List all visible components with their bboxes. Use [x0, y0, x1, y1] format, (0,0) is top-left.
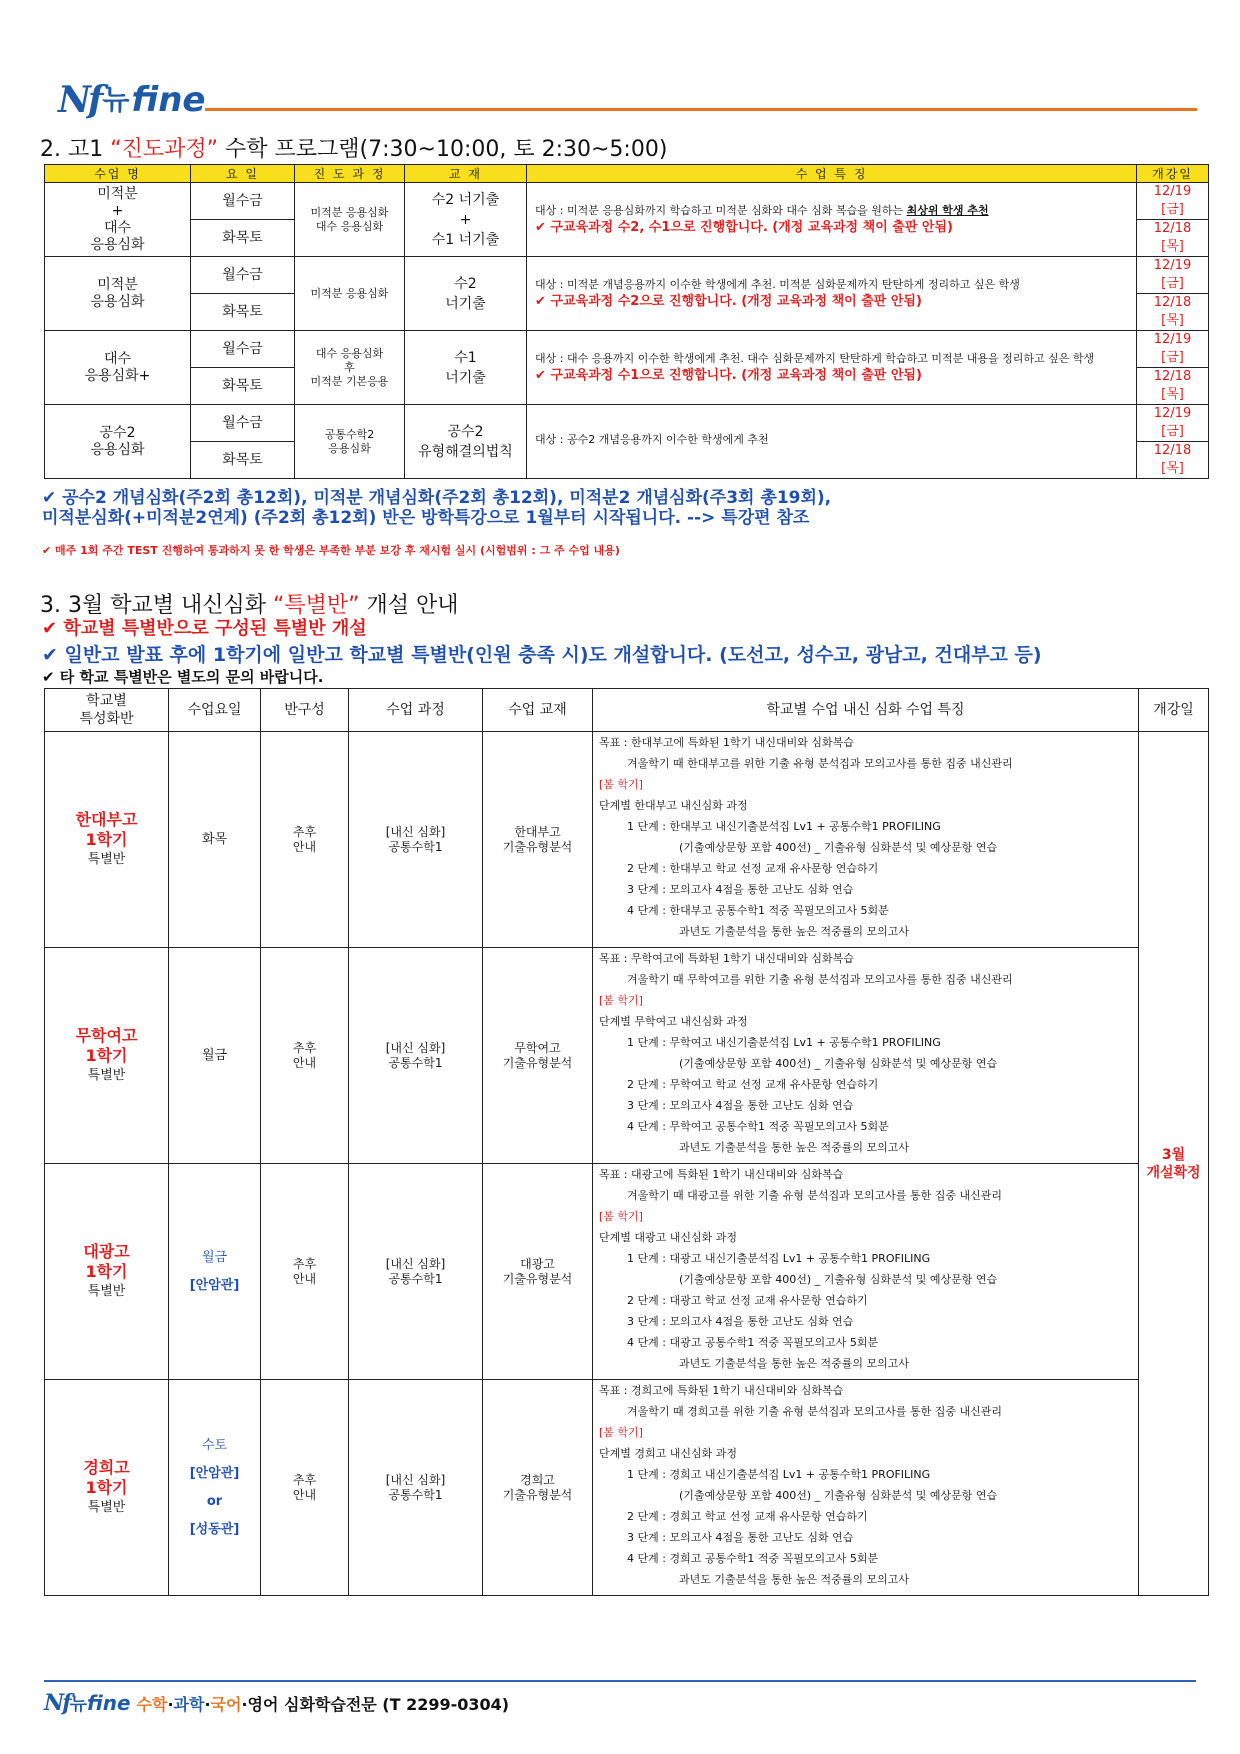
school-col-header: 반구성: [261, 689, 349, 732]
feature-line: 2 단계 : 무학여고 학교 선정 교재 유사문항 연습하기: [627, 1078, 879, 1091]
program-book: 수2 너기출: [405, 257, 527, 331]
feature-line: 겨울학기 때 한대부고를 위한 기출 유형 분석집과 모의고사를 통한 집중 내신관리: [627, 757, 1013, 770]
feature-line: 3 단계 : 모의고사 4점을 통한 고난도 심화 연습: [627, 883, 854, 896]
program-warning: ✔ 구교육과정 수2으로 진행합니다. (개정 교육과정 책이 출판 안됨): [535, 294, 922, 309]
program-target-highlight: 최상위 학생 추천: [906, 204, 989, 217]
feature-line: 과년도 기출분석을 통한 높은 적중률의 모의고사: [679, 925, 910, 938]
footer: [44, 1690, 509, 1716]
program-day-mwf: 월수금: [191, 331, 295, 368]
program-target: 대상 : 공수2 개념응용까지 이수한 학생에게 추천: [535, 433, 769, 446]
program-row: [45, 405, 1209, 442]
feature-line: 단계별 경희고 내신심화 과정: [599, 1447, 738, 1460]
feature-line: 1 단계 : 대광고 내신기출분석집 Lv1 + 공통수학1 PROFILING: [627, 1252, 931, 1265]
feature-line: 겨울학기 때 무학여고를 위한 기출 유형 분석집과 모의고사를 통한 집중 내신관리: [627, 973, 1013, 986]
program-course: 미적분 응용심화 대수 응용심화: [295, 183, 405, 257]
program-target: 대상 : 대수 응용까지 이수한 학생에게 추천. 대수 심화문제까지 탄탄하게 학습하고 미적분 내용을 정리하고 싶은 학생: [535, 352, 1095, 365]
footer-subject-science: 과학: [173, 1694, 205, 1714]
school-name-sub: 특별반: [87, 1067, 126, 1083]
program-description: [527, 331, 1137, 405]
school-name-title: 무학여고 1학기: [75, 1025, 138, 1065]
school-open-date: 3월 개설확정: [1139, 732, 1209, 1596]
feature-line: (기출예상문항 포함 400선) _ 기출유형 심화분석 및 예상문항 연습: [679, 1057, 998, 1070]
program-day-tts: 화목토: [191, 220, 295, 257]
feature-line: 목표 : 경희고에 특화된 1학기 내신대비와 심화복습: [599, 1384, 844, 1397]
program-name: 미적분 응용심화: [45, 257, 191, 331]
note-line-1: ✔ 공수2 개념심화(주2회 총12회), 미적분 개념심화(주2회 총12회), 미적분2 개념심화(주3회 총19회),: [42, 488, 832, 508]
feature-line: (기출예상문항 포함 400선) _ 기출유형 심화분석 및 예상문항 연습: [679, 1489, 998, 1502]
feature-line: 2 단계 : 대광고 학교 선정 교재 유사문항 연습하기: [627, 1294, 868, 1307]
program-warning: ✔ 구교육과정 수1으로 진행합니다. (개정 교육과정 책이 출판 안됨): [535, 368, 922, 383]
school-class-composition: 추후 안내: [261, 1164, 349, 1380]
note-line-2: 미적분심화(+미적분2연계) (주2회 총12회) 반은 방학특강으로 1월부터 시작됩니다. --> 특강편 참조: [42, 508, 810, 528]
feature-line: 1 단계 : 무학여고 내신기출분석집 Lv1 + 공통수학1 PROFILING: [627, 1036, 941, 1049]
bullet-other-school: ✔ 타 학교 특별반은 별도의 문의 바랍니다.: [42, 668, 324, 686]
school-name-sub: 특별반: [87, 1499, 126, 1515]
feature-line: 단계별 무학여고 내신심화 과정: [599, 1015, 748, 1028]
feature-line: 단계별 한대부고 내신심화 과정: [599, 799, 748, 812]
feature-line: 2 단계 : 경희고 학교 선정 교재 유사문항 연습하기: [627, 1510, 868, 1523]
feature-line: [봄 학기]: [599, 778, 643, 791]
feature-line: 4 단계 : 대광고 공통수학1 적중 꼭필모의고사 5회분: [627, 1336, 879, 1349]
program-table: [44, 164, 1209, 479]
school-col-header: 학교별 수업 내신 심화 수업 특징: [593, 689, 1139, 732]
school-features: [593, 1164, 1139, 1380]
col-header-name: 수업 명: [45, 165, 191, 183]
program-course: 미적분 응용심화: [295, 257, 405, 331]
school-name: [45, 948, 169, 1164]
program-warning: ✔ 구교육과정 수2, 수1으로 진행합니다. (개정 교육과정 책이 출판 안됨): [535, 220, 953, 235]
school-book: 한대부고 기출유형분석: [483, 732, 593, 948]
section3-title-rest: 개설 안내: [359, 593, 459, 618]
col-header-book: 교 재: [405, 165, 527, 183]
school-day-main: 수토: [201, 1437, 228, 1453]
school-row: [45, 732, 1209, 948]
logo-korean: 뉴: [102, 83, 130, 116]
header-rule: [205, 108, 1197, 111]
school-features: [593, 1380, 1139, 1596]
school-features: [593, 948, 1139, 1164]
program-open-date: 12/18 [목]: [1137, 368, 1209, 405]
school-col-header: 수업요일: [169, 689, 261, 732]
school-class-composition: 추후 안내: [261, 1380, 349, 1596]
feature-line: 1 단계 : 한대부고 내신기출분석집 Lv1 + 공통수학1 PROFILING: [627, 820, 941, 833]
school-campus: [안암관]: [189, 1277, 240, 1293]
school-campus: [성동관]: [189, 1521, 240, 1537]
program-day-mwf: 월수금: [191, 183, 295, 220]
school-name-title: 경희고 1학기: [83, 1457, 130, 1497]
feature-line: (기출예상문항 포함 400선) _ 기출유형 심화분석 및 예상문항 연습: [679, 841, 998, 854]
program-book: 수1 너기출: [405, 331, 527, 405]
program-open-date: 12/18 [목]: [1137, 220, 1209, 257]
school-day-main: 월금: [201, 1249, 228, 1265]
school-row: [45, 1164, 1209, 1380]
program-row: [45, 257, 1209, 294]
program-row: [45, 331, 1209, 368]
program-day-tts: 화목토: [191, 294, 295, 331]
school-class-day: [169, 732, 261, 948]
school-day-main: 화목: [201, 831, 228, 847]
footer-rule: [44, 1680, 1196, 1682]
program-day-mwf: 월수금: [191, 257, 295, 294]
header-logo: [58, 76, 206, 120]
school-col-header: 개강일: [1139, 689, 1209, 732]
program-day-tts: 화목토: [191, 368, 295, 405]
feature-line: (기출예상문항 포함 400선) _ 기출유형 심화분석 및 예상문항 연습: [679, 1273, 998, 1286]
program-course: 대수 응용심화 후 미적분 기본응용: [295, 331, 405, 405]
program-day-mwf: 월수금: [191, 405, 295, 442]
program-open-date: 12/19 [금]: [1137, 331, 1209, 368]
feature-line: 3 단계 : 모의고사 4점을 통한 고난도 심화 연습: [627, 1099, 854, 1112]
program-name: 대수 응용심화+: [45, 331, 191, 405]
school-features: [593, 732, 1139, 948]
program-book: 수2 너기출 + 수1 너기출: [405, 183, 527, 257]
school-name-sub: 특별반: [87, 851, 126, 867]
feature-line: 2 단계 : 한대부고 학교 선정 교재 유사문항 연습하기: [627, 862, 879, 875]
school-course: [내신 심화] 공통수학1: [349, 948, 483, 1164]
section2-title: [40, 132, 667, 163]
logo-fine: fine: [131, 80, 206, 120]
program-open-date: 12/19 [금]: [1137, 257, 1209, 294]
feature-line: [봄 학기]: [599, 1210, 643, 1223]
feature-line: 과년도 기출분석을 통한 높은 적중률의 모의고사: [679, 1141, 910, 1154]
school-course: [내신 심화] 공통수학1: [349, 1380, 483, 1596]
school-name-title: 대광고 1학기: [83, 1241, 130, 1281]
feature-line: 3 단계 : 모의고사 4점을 통한 고난도 심화 연습: [627, 1531, 854, 1544]
feature-line: 과년도 기출분석을 통한 높은 적중률의 모의고사: [679, 1357, 910, 1370]
school-book: 대광고 기출유형분석: [483, 1164, 593, 1380]
program-book: 공수2 유형해결의법칙: [405, 405, 527, 479]
school-campus: [안암관]: [189, 1465, 240, 1481]
footer-subject-korean: 국어: [210, 1694, 242, 1714]
school-course: [내신 심화] 공통수학1: [349, 732, 483, 948]
school-course: [내신 심화] 공통수학1: [349, 1164, 483, 1380]
school-col-header: 학교별 특성화반: [45, 689, 169, 732]
feature-line: [봄 학기]: [599, 994, 643, 1007]
section2-title-num: 2. 고1: [40, 137, 111, 162]
program-target: 대상 : 미적분 응용심화까지 학습하고 미적분 심화와 대수 심화 복습을 원하는: [535, 204, 907, 217]
footer-subject-math: 수학: [136, 1694, 168, 1714]
section3-title-highlight: “특별반”: [272, 593, 360, 618]
school-campus: or: [206, 1493, 223, 1509]
program-table-header: [45, 165, 1209, 183]
program-name: 공수2 응용심화: [45, 405, 191, 479]
col-header-open: 개강일: [1137, 165, 1209, 183]
feature-line: [봄 학기]: [599, 1426, 643, 1439]
program-description: [527, 257, 1137, 331]
bullet-special-class: ✔ 학교별 특별반으로 구성된 특별반 개설: [42, 618, 367, 639]
section2-title-highlight: “진도과정”: [110, 137, 219, 162]
special-course-note: [42, 488, 1202, 528]
section3-title-num: 3. 3월 학교별 내신심화: [40, 593, 273, 618]
program-open-date: 12/19 [금]: [1137, 405, 1209, 442]
feature-line: 목표 : 한대부고에 특화된 1학기 내신대비와 심화복습: [599, 736, 854, 749]
bullet-general-school: ✔ 일반고 발표 후에 1학기에 일반고 학교별 특별반(인원 충족 시)도 개설합니다. (도선고, 성수고, 광남고, 건대부고 등): [42, 644, 1042, 666]
school-class-composition: 추후 안내: [261, 732, 349, 948]
feature-line: 목표 : 무학여고에 특화된 1학기 내신대비와 심화복습: [599, 952, 854, 965]
feature-line: 과년도 기출분석을 통한 높은 적중률의 모의고사: [679, 1573, 910, 1586]
footer-logo-fine: fine: [86, 1691, 131, 1715]
feature-line: 목표 : 대광고에 특화된 1학기 내신대비와 심화복습: [599, 1168, 844, 1181]
school-name: [45, 732, 169, 948]
feature-line: 겨울학기 때 대광고를 위한 기출 유형 분석집과 모의고사를 통한 집중 내신관리: [627, 1189, 1002, 1202]
school-name-title: 한대부고 1학기: [75, 809, 138, 849]
program-open-date: 12/18 [목]: [1137, 442, 1209, 479]
program-open-date: 12/19 [금]: [1137, 183, 1209, 220]
col-header-course: 진 도 과 정: [295, 165, 405, 183]
program-day-tts: 화목토: [191, 442, 295, 479]
school-class-day: [169, 948, 261, 1164]
school-table-header: [45, 689, 1209, 732]
feature-line: 단계별 대광고 내신심화 과정: [599, 1231, 738, 1244]
school-name: [45, 1380, 169, 1596]
footer-tagline: [137, 1692, 510, 1715]
school-col-header: 수업 교재: [483, 689, 593, 732]
school-row: [45, 1380, 1209, 1596]
feature-line: 1 단계 : 경희고 내신기출분석집 Lv1 + 공통수학1 PROFILING: [627, 1468, 931, 1481]
program-description: [527, 405, 1137, 479]
school-row: [45, 948, 1209, 1164]
school-col-header: 수업 과정: [349, 689, 483, 732]
feature-line: 겨울학기 때 경희고를 위한 기출 유형 분석집과 모의고사를 통한 집중 내신관리: [627, 1405, 1002, 1418]
col-header-feature: 수 업 특 징: [527, 165, 1137, 183]
logo-mark: Nf: [58, 79, 101, 121]
footer-logo-korean: 뉴: [69, 1694, 87, 1715]
footer-logo-mark: Nf: [44, 1690, 70, 1716]
program-description: [527, 183, 1137, 257]
program-open-date: 12/18 [목]: [1137, 294, 1209, 331]
school-book: 경희고 기출유형분석: [483, 1380, 593, 1596]
program-course: 공통수학2 응용심화: [295, 405, 405, 479]
feature-line: 3 단계 : 모의고사 4점을 통한 고난도 심화 연습: [627, 1315, 854, 1328]
footer-dot: ·: [167, 1694, 174, 1714]
program-row: [45, 183, 1209, 220]
school-day-main: 월금: [201, 1047, 228, 1063]
school-book: 무학여고 기출유형분석: [483, 948, 593, 1164]
school-special-table: [44, 688, 1209, 1596]
school-name: [45, 1164, 169, 1380]
footer-tagline-rest: ·영어 심화학습전문 (T 2299-0304): [241, 1694, 510, 1714]
feature-line: 4 단계 : 무학여고 공통수학1 적중 꼭필모의고사 5회분: [627, 1120, 889, 1133]
col-header-day: 요 일: [191, 165, 295, 183]
footer-dot: ·: [204, 1694, 211, 1714]
feature-line: 4 단계 : 한대부고 공통수학1 적중 꼭필모의고사 5회분: [627, 904, 889, 917]
weekly-test-note: ✔ 매주 1회 주간 TEST 진행하여 통과하지 못 한 학생은 부족한 부분 보강 후 재시험 실시 (시험범위 : 그 주 수업 내용): [42, 544, 620, 557]
section2-title-rest: 수학 프로그램(7:30~10:00, 토 2:30~5:00): [218, 137, 668, 162]
program-name: 미적분 + 대수 응용심화: [45, 183, 191, 257]
program-target: 대상 : 미적분 개념응용까지 이수한 학생에게 추천. 미적분 심화문제까지 탄탄하게 정리하고 싶은 학생: [535, 278, 1020, 291]
school-class-composition: 추후 안내: [261, 948, 349, 1164]
school-class-day: [169, 1380, 261, 1596]
school-class-day: [169, 1164, 261, 1380]
school-name-sub: 특별반: [87, 1283, 126, 1299]
feature-line: 4 단계 : 경희고 공통수학1 적중 꼭필모의고사 5회분: [627, 1552, 879, 1565]
